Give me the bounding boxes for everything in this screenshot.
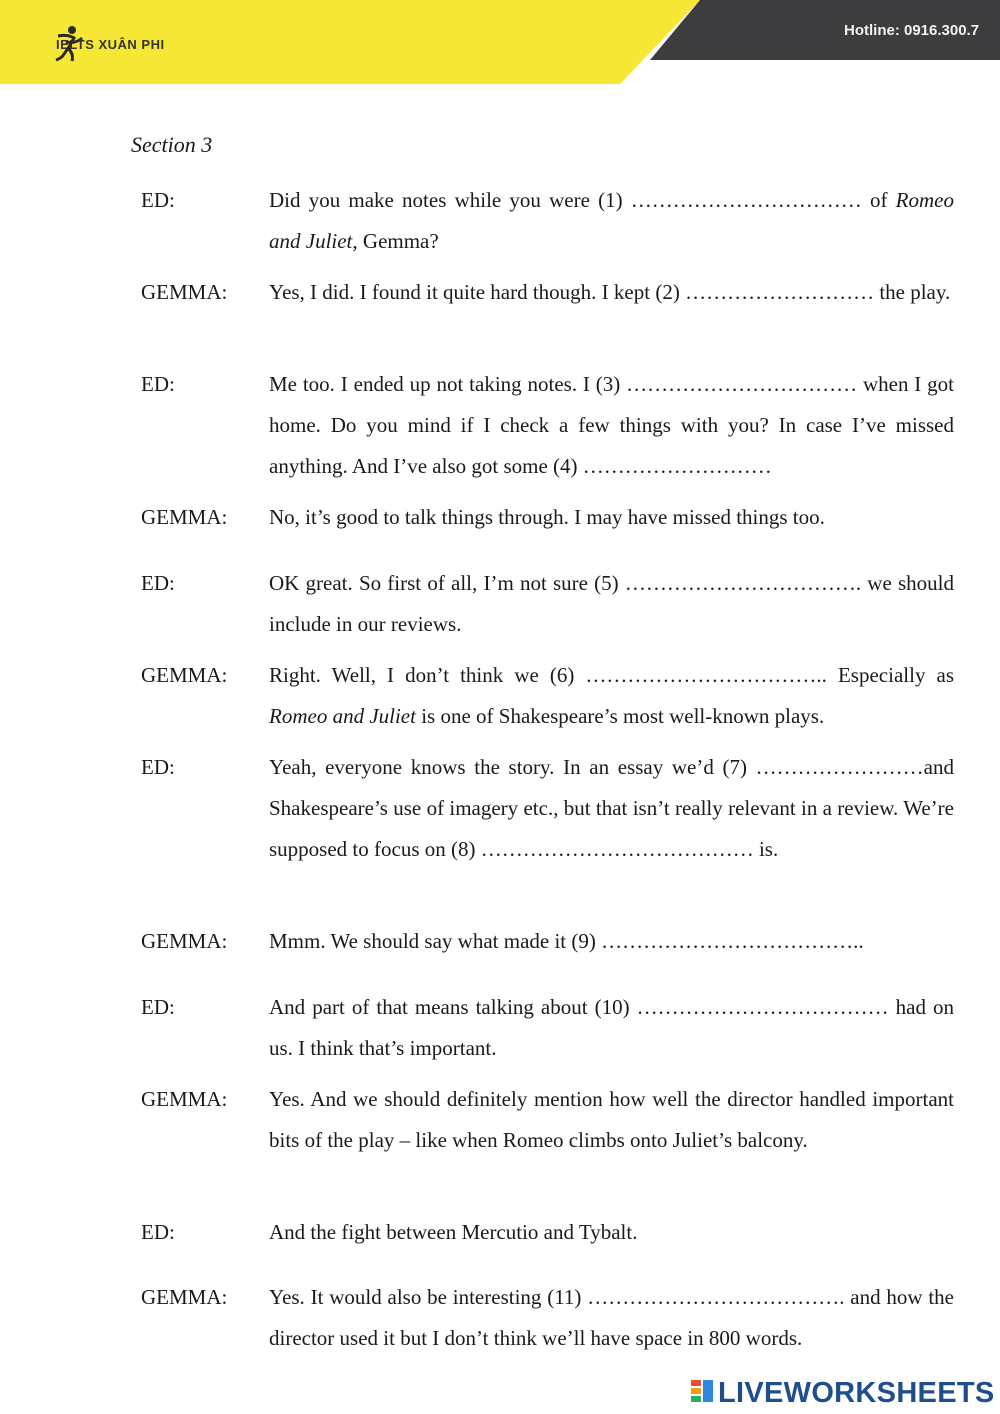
hotline-text: Hotline: 0916.300.7 xyxy=(844,22,980,39)
speech-text xyxy=(269,364,954,487)
speech-fragment: Yes. And we should definitely mention how well the director handled important bits of the play – like when Romeo climbs onto Juliet’s balcony. xyxy=(269,1087,954,1152)
liveworksheets-logo xyxy=(690,1376,995,1410)
speech-fragment: Me too. I ended up not taking notes. I (3) …………………………… when I got home. Do you mind if I check a few things with you? In case I’ve missed anything. And I’ve also got some (4) ……………………… xyxy=(269,372,954,478)
speech-fragment: Right. Well, I don’t think we (6) …………………………….. Especially as xyxy=(269,663,954,687)
liveworksheets-icon xyxy=(690,1378,716,1408)
speech-text xyxy=(269,563,954,645)
speech-text xyxy=(269,747,954,870)
speech-text xyxy=(269,1277,954,1359)
page-header xyxy=(0,0,1000,84)
brand-name: IELTS XUÂN PHI xyxy=(56,36,165,52)
speech-fragment: Yeah, everyone knows the story. In an essay we’d (7) ……………………and Shakespeare’s use of imagery etc., but that isn’t really relevant in a review. We’re supposed to focus on (8) ………………………………… is. xyxy=(269,755,954,861)
speech-fragment: OK great. So first of all, I’m not sure (5) ……………………………. we should include in our reviews. xyxy=(269,571,954,636)
speech-text xyxy=(269,655,954,737)
speech-text xyxy=(269,921,954,962)
speech-fragment: No, it’s good to talk things through. I may have missed things too. xyxy=(269,505,825,529)
speaker-label: ED: xyxy=(141,755,175,779)
speech-fragment: is one of Shakespeare’s most well-known plays. xyxy=(415,704,825,728)
speech-text xyxy=(269,180,954,262)
speaker-label: ED: xyxy=(141,188,175,212)
brand-logo xyxy=(52,24,165,64)
speech-text xyxy=(269,1079,954,1161)
speaker-label: ED: xyxy=(141,995,175,1019)
speech-fragment: And the fight between Mercutio and Tybalt. xyxy=(269,1220,638,1244)
speaker-label: GEMMA: xyxy=(141,1087,228,1111)
runner-logo-icon xyxy=(52,24,86,62)
section-title: Section 3 xyxy=(131,132,213,157)
liveworksheets-text: LIVEWORKSHEETS xyxy=(718,1376,995,1409)
speech-fragment: And part of that means talking about (10) ……………………………… had on us. I think that’s important. xyxy=(269,995,954,1060)
speaker-label: GEMMA: xyxy=(141,929,228,953)
speech-text xyxy=(269,272,954,313)
speaker-label: GEMMA: xyxy=(141,663,228,687)
play-title: Romeo and Juliet xyxy=(269,188,954,253)
play-title: Romeo and Juliet xyxy=(269,704,416,728)
speaker-label: GEMMA: xyxy=(141,505,228,529)
speech-fragment: Yes, I did. I found it quite hard though. I kept (2) ……………………… the play. xyxy=(269,280,951,304)
speaker-label: ED: xyxy=(141,571,175,595)
speaker-label: GEMMA: xyxy=(141,280,228,304)
speech-fragment: , Gemma? xyxy=(352,229,439,253)
speech-text xyxy=(269,987,954,1069)
speech-text xyxy=(269,497,954,538)
speech-fragment: Yes. It would also be interesting (11) ………………………………. and how the director used it but I don’t think we’ll have space in 800 words. xyxy=(269,1285,954,1350)
speaker-label: GEMMA: xyxy=(141,1285,228,1309)
speaker-label: ED: xyxy=(141,372,175,396)
speech-fragment: Did you make notes while you were (1) …………………………… of xyxy=(269,188,896,212)
speech-fragment: Mmm. We should say what made it (9) ……………………………….. xyxy=(269,929,864,953)
speaker-label: ED: xyxy=(141,1220,175,1244)
speech-text xyxy=(269,1212,954,1253)
